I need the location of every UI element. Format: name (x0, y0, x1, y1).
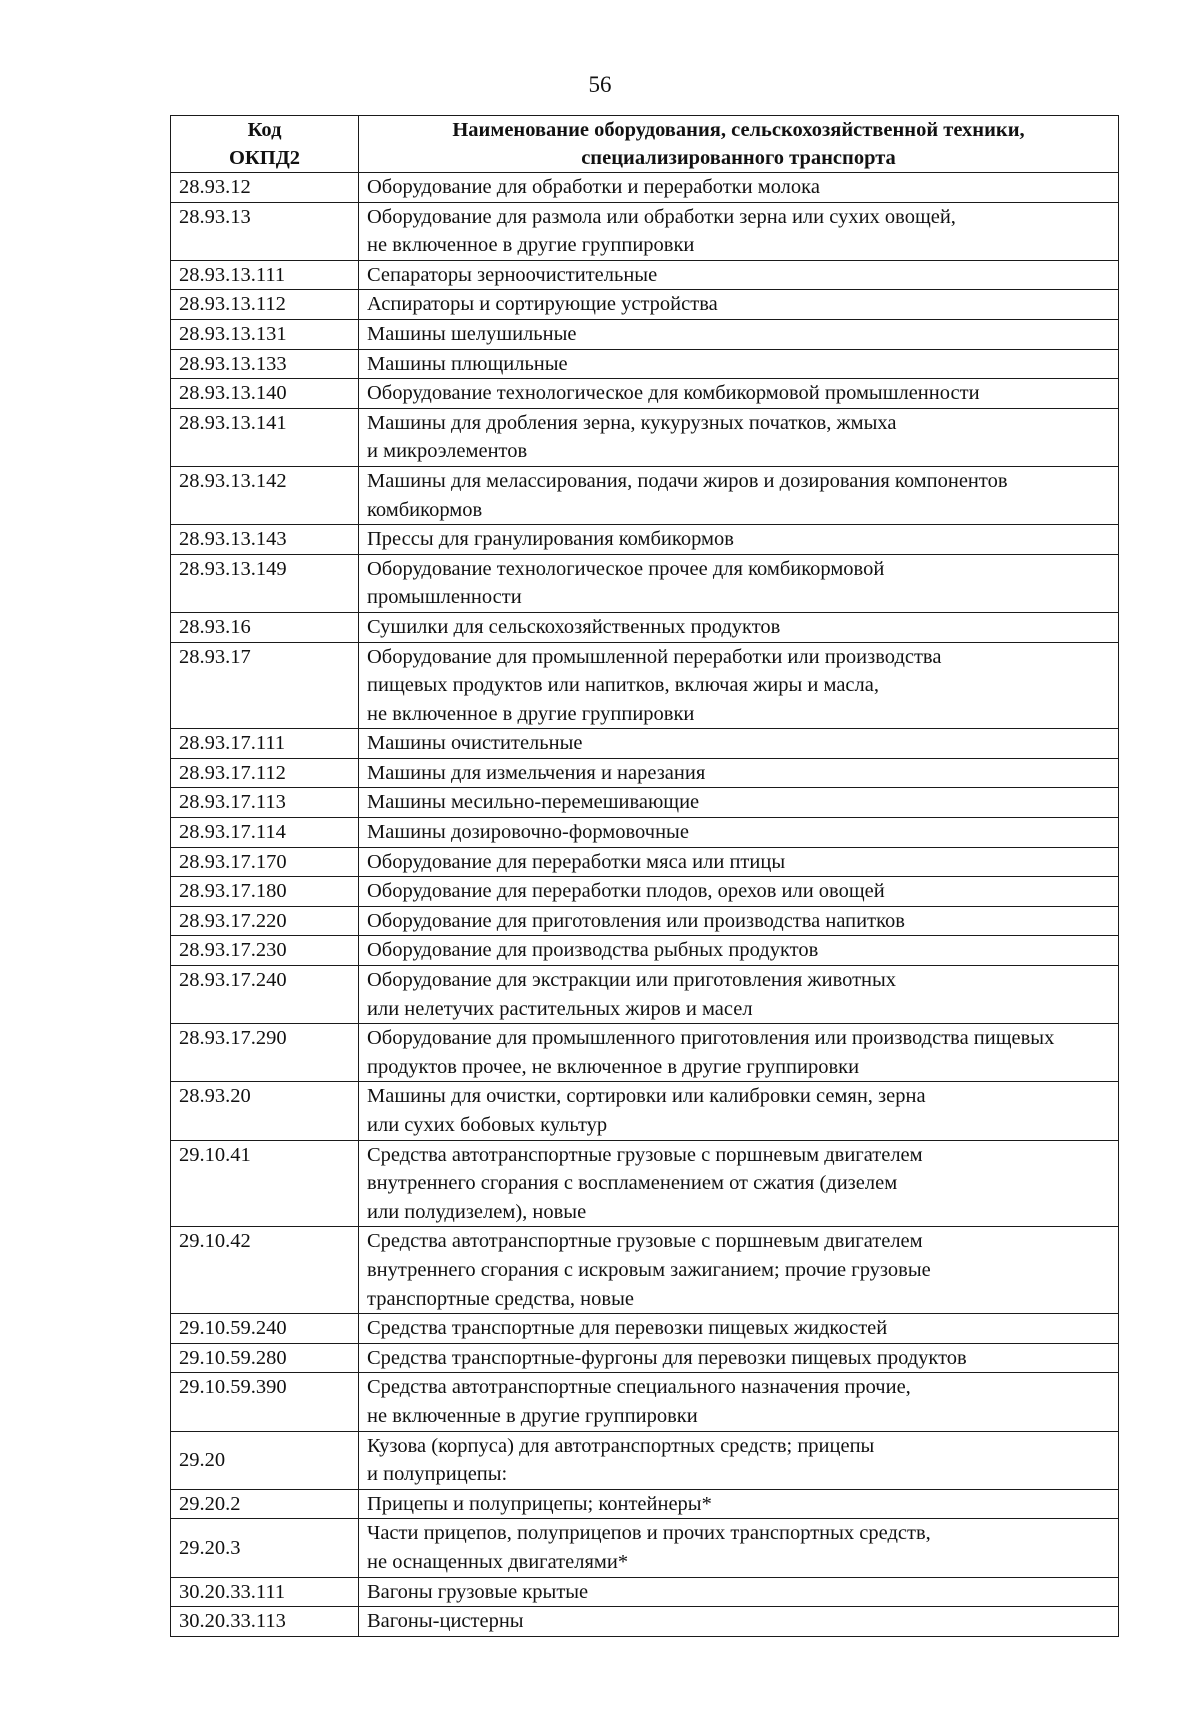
table-row (171, 1314, 1119, 1344)
equipment-name-cell: Части прицепов, полуприцепов и прочих транспортных средств, не оснащенных двигателями* (359, 1519, 1119, 1577)
table-row (171, 408, 1119, 466)
equipment-name-cell: Оборудование для производства рыбных продуктов (359, 936, 1119, 966)
equipment-name-cell: Вагоны грузовые крытые (359, 1577, 1119, 1607)
table-row (171, 1343, 1119, 1373)
okpd-code-cell: 28.93.17.220 (171, 906, 359, 936)
table-row (171, 525, 1119, 555)
table-row (171, 290, 1119, 320)
okpd-code-cell: 28.93.20 (171, 1082, 359, 1140)
equipment-name-cell: Оборудование для обработки и переработки молока (359, 173, 1119, 203)
okpd-code-cell: 29.20.3 (171, 1519, 359, 1577)
okpd-code-cell: 28.93.17.112 (171, 758, 359, 788)
equipment-name-cell: Оборудование для экстракции или приготовления животных или нелетучих растительных жиров и масел (359, 966, 1119, 1024)
table-row (171, 1607, 1119, 1637)
table-row (171, 554, 1119, 612)
equipment-name-cell: Средства автотранспортные грузовые с поршневым двигателем внутреннего сгорания с воспламенением от сжатия (дизелем или полудизелем), новые (359, 1140, 1119, 1227)
okpd-code-cell: 28.93.16 (171, 612, 359, 642)
equipment-name-cell: Машины очистительные (359, 729, 1119, 759)
table-row (171, 319, 1119, 349)
equipment-name-cell: Прицепы и полуприцепы; контейнеры* (359, 1489, 1119, 1519)
equipment-name-cell: Оборудование технологическое прочее для комбикормовой промышленности (359, 554, 1119, 612)
table-row (171, 1431, 1119, 1489)
okpd-code-cell: 28.93.13.131 (171, 319, 359, 349)
equipment-name-cell: Машины для очистки, сортировки или калибровки семян, зерна или сухих бобовых культур (359, 1082, 1119, 1140)
equipment-name-cell: Машины шелушильные (359, 319, 1119, 349)
okpd-code-cell: 28.93.17.290 (171, 1024, 359, 1082)
equipment-name-cell: Оборудование технологическое для комбикормовой промышленности (359, 379, 1119, 409)
equipment-name-cell: Сушилки для сельскохозяйственных продуктов (359, 612, 1119, 642)
okpd-code-cell: 29.10.41 (171, 1140, 359, 1227)
header-code: Код ОКПД2 (171, 116, 359, 173)
okpd-code-cell: 28.93.13.143 (171, 525, 359, 555)
table-header-row (171, 116, 1119, 173)
okpd-code-cell: 30.20.33.113 (171, 1607, 359, 1637)
okpd-code-cell: 28.93.17.170 (171, 847, 359, 877)
equipment-name-cell: Машины плющильные (359, 349, 1119, 379)
equipment-name-cell: Средства автотранспортные специального назначения прочие, не включенные в другие группировки (359, 1373, 1119, 1431)
table-row (171, 1082, 1119, 1140)
okpd-code-cell: 28.93.17.180 (171, 877, 359, 907)
equipment-name-cell: Машины дозировочно-формовочные (359, 818, 1119, 848)
equipment-name-cell: Прессы для гранулирования комбикормов (359, 525, 1119, 555)
okpd-code-cell: 28.93.13.140 (171, 379, 359, 409)
header-name: Наименование оборудования, сельскохозяйственной техники, специализированного транспорта (359, 116, 1119, 173)
equipment-name-cell: Вагоны-цистерны (359, 1607, 1119, 1637)
table-row (171, 379, 1119, 409)
okpd-code-cell: 29.10.59.240 (171, 1314, 359, 1344)
equipment-name-cell: Машины для мелассирования, подачи жиров и дозирования компонентов комбикормов (359, 466, 1119, 524)
equipment-name-cell: Оборудование для переработки плодов, орехов или овощей (359, 877, 1119, 907)
okpd-code-cell: 28.93.13.142 (171, 466, 359, 524)
okpd-code-cell: 28.93.17.230 (171, 936, 359, 966)
table-row (171, 173, 1119, 203)
table-row (171, 349, 1119, 379)
okpd-code-cell: 29.20 (171, 1431, 359, 1489)
table-row (171, 729, 1119, 759)
table-row (171, 1519, 1119, 1577)
okpd-code-cell: 28.93.13.112 (171, 290, 359, 320)
okpd-code-cell: 28.93.13.149 (171, 554, 359, 612)
equipment-name-cell: Машины для измельчения и нарезания (359, 758, 1119, 788)
okpd-code-cell: 29.10.59.280 (171, 1343, 359, 1373)
okpd-code-cell: 28.93.17 (171, 642, 359, 729)
table-row (171, 906, 1119, 936)
table-row (171, 202, 1119, 260)
equipment-name-cell: Оборудование для приготовления или производства напитков (359, 906, 1119, 936)
okpd-code-cell: 28.93.17.114 (171, 818, 359, 848)
table-row (171, 788, 1119, 818)
equipment-name-cell: Оборудование для размола или обработки зерна или сухих овощей, не включенное в другие группировки (359, 202, 1119, 260)
page-number: 56 (588, 72, 612, 97)
table-row (171, 818, 1119, 848)
table-body (171, 173, 1119, 1637)
equipment-name-cell: Машины для дробления зерна, кукурузных початков, жмыха и микроэлементов (359, 408, 1119, 466)
okpd-code-cell: 30.20.33.111 (171, 1577, 359, 1607)
okpd-code-cell: 28.93.12 (171, 173, 359, 203)
table-row (171, 758, 1119, 788)
equipment-name-cell: Кузова (корпуса) для автотранспортных средств; прицепы и полуприцепы: (359, 1431, 1119, 1489)
table-row (171, 1577, 1119, 1607)
okpd-code-cell: 29.10.42 (171, 1227, 359, 1314)
table-row (171, 1140, 1119, 1227)
table-row (171, 612, 1119, 642)
equipment-name-cell: Оборудование для промышленной переработки или производства пищевых продуктов или напитков, включая жиры и масла, не включенное в другие группировки (359, 642, 1119, 729)
okpd-code-cell: 28.93.13.141 (171, 408, 359, 466)
table-row (171, 966, 1119, 1024)
equipment-name-cell: Машины месильно-перемешивающие (359, 788, 1119, 818)
table-row (171, 260, 1119, 290)
table-row (171, 847, 1119, 877)
okpd-code-cell: 28.93.17.240 (171, 966, 359, 1024)
table-row (171, 466, 1119, 524)
okpd-code-cell: 28.93.13.133 (171, 349, 359, 379)
okpd-code-cell: 28.93.13.111 (171, 260, 359, 290)
okpd-code-cell: 28.93.17.111 (171, 729, 359, 759)
equipment-name-cell: Средства автотранспортные грузовые с поршневым двигателем внутреннего сгорания с искровым зажиганием; прочие грузовые транспортные средства, новые (359, 1227, 1119, 1314)
table-row (171, 1373, 1119, 1431)
okpd-code-cell: 28.93.13 (171, 202, 359, 260)
okpd-code-cell: 29.10.59.390 (171, 1373, 359, 1431)
table-row (171, 642, 1119, 729)
equipment-name-cell: Средства транспортные для перевозки пищевых жидкостей (359, 1314, 1119, 1344)
equipment-name-cell: Оборудование для промышленного приготовления или производства пищевых продуктов прочее, не включенное в другие группировки (359, 1024, 1119, 1082)
equipment-name-cell: Средства транспортные-фургоны для перевозки пищевых продуктов (359, 1343, 1119, 1373)
okpd-code-cell: 29.20.2 (171, 1489, 359, 1519)
equipment-name-cell: Аспираторы и сортирующие устройства (359, 290, 1119, 320)
table-row (171, 1227, 1119, 1314)
okpd-equipment-table (170, 115, 1119, 1637)
okpd-code-cell: 28.93.17.113 (171, 788, 359, 818)
table-row (171, 1489, 1119, 1519)
table-row (171, 1024, 1119, 1082)
table-row (171, 936, 1119, 966)
equipment-name-cell: Сепараторы зерноочистительные (359, 260, 1119, 290)
equipment-name-cell: Оборудование для переработки мяса или птицы (359, 847, 1119, 877)
table-row (171, 877, 1119, 907)
